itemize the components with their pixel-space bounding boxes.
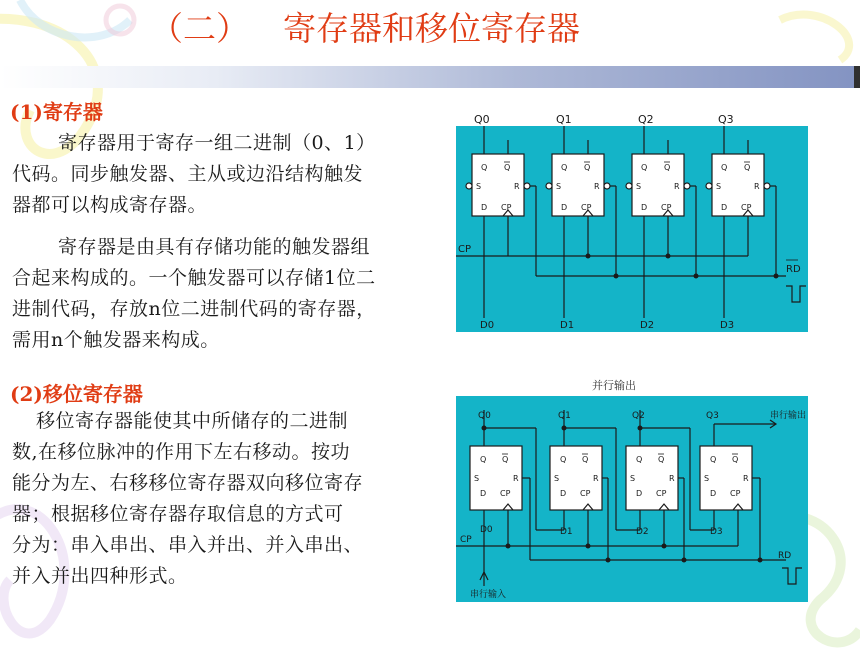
s1p1-line3: 器都可以构成寄存器。 [12,194,208,216]
d2-label: D2 [640,320,655,331]
sff2-s-label: S [554,474,560,483]
s2-line2: 数,在移位脉冲的作用下左右移动。按功 [12,441,351,463]
sff3-d-label: D [636,489,643,498]
s1p2-line1: 寄存器是由具有存储功能的触发器组 [58,236,371,258]
page-title [150,4,710,54]
sq3-label: Q3 [706,411,719,421]
ff2-d-label: D [561,203,568,212]
ff1-q-label: Q [481,163,488,172]
sff2-d-label: D [560,489,567,498]
serial-input-label: 串行输入 [470,590,507,600]
sd2-label: D2 [636,527,649,537]
ff2-s-label: S [556,182,562,191]
s1p2-line3: 进制代码，存放n位二进制代码的寄存器， [12,298,376,320]
s2-line4: 器；根据移位寄存器存取信息的方式可 [12,503,344,525]
shift-register-diagram-panel [456,396,808,602]
sff2-qbar-label: Q [582,455,589,464]
serial-output-label: 串行输出 [770,411,807,421]
s1p2-line2: 合起来构成的。一个触发器可以存储1位二 [12,267,376,289]
ff2-qbar-label: Q [584,163,591,172]
sd3-label: D3 [710,527,723,537]
ff4-d-label: D [721,203,728,212]
s2-line6: 并入并出四种形式。 [12,565,188,587]
sff4-s-label: S [704,474,710,483]
section1-paragraph1 [12,128,452,221]
ff3-r-label: R [674,182,680,191]
sff3-q-label: Q [636,455,643,464]
ff1-d-label: D [481,203,488,212]
q2-label: Q2 [638,113,654,126]
ff3-d-label: D [641,203,648,212]
sd0-label: D0 [480,525,493,535]
ff2-r-label: R [594,182,600,191]
parallel-output-caption: 并行输出 [592,379,636,392]
ff1-s-label: S [476,182,482,191]
sff2-q-label: Q [560,455,567,464]
sff1-qbar-label: Q [502,455,509,464]
register-diagram-panel [456,126,808,332]
rd-label: RD [786,264,801,275]
sq1-label: Q1 [558,411,571,421]
title-text: 寄存器和移位寄存器 [283,9,580,48]
sff3-s-label: S [630,474,636,483]
d1-label: D1 [560,320,575,331]
title-number: （二） [150,9,249,48]
q3-label: Q3 [718,113,734,126]
sff4-qbar-label: Q [732,455,739,464]
ff4-cp-label: CP [741,203,752,212]
register-circuit [456,126,808,332]
sff1-d-label: D [480,489,487,498]
d3-label: D3 [720,320,735,331]
ff3-s-label: S [636,182,642,191]
sff1-cp-label: CP [500,489,511,498]
ff1-r-label: R [514,182,520,191]
s1p1-line2: 代码。同步触发器、主从或边沿结构触发 [12,163,364,185]
ff2-cp-label: CP [581,203,592,212]
ff4-r-label: R [754,182,760,191]
s2-line5: 分为：串入串出、串入并出、并入串出、 [12,534,364,556]
sff1-s-label: S [474,474,480,483]
register-output-labels [456,110,808,126]
sq0-label: Q0 [478,411,491,421]
ff2-q-label: Q [561,163,568,172]
cp-label: CP [458,244,472,255]
sff4-d-label: D [710,489,717,498]
q0-label: Q0 [474,113,490,126]
s2-line1: 移位寄存器能使其中所储存的二进制 [36,410,349,432]
s1p1-line1: 寄存器用于寄存一组二进制（0、1） [58,132,376,154]
section2-heading: (2)移位寄存器 [10,382,143,406]
ff4-qbar-label: Q [744,163,751,172]
title-underline-bar [0,66,860,88]
sff4-r-label: R [743,474,749,483]
title-bar-edge [854,66,860,88]
d0-label: D0 [480,320,495,331]
sff3-cp-label: CP [656,489,667,498]
q1-label: Q1 [556,113,572,126]
sd1-label: D1 [560,527,573,537]
sq2-label: Q2 [632,411,645,421]
sff4-q-label: Q [710,455,717,464]
shift-register-circuit [456,396,808,602]
sff1-q-label: Q [480,455,487,464]
section1-heading: (1)寄存器 [10,100,103,124]
sff2-cp-label: CP [580,489,591,498]
ff3-qbar-label: Q [664,163,671,172]
sff1-r-label: R [513,474,519,483]
ff3-cp-label: CP [661,203,672,212]
ff3-q-label: Q [641,163,648,172]
s1p2-line4: 需用n个触发器来构成。 [12,329,220,351]
ff4-s-label: S [716,182,722,191]
ff4-q-label: Q [721,163,728,172]
ff1-cp-label: CP [501,203,512,212]
section1-paragraph2 [12,232,452,356]
sff3-qbar-label: Q [658,455,665,464]
sff2-r-label: R [593,474,599,483]
sff4-cp-label: CP [730,489,741,498]
section2-paragraph [12,406,452,592]
sff3-r-label: R [669,474,675,483]
scp-label: CP [460,535,472,545]
srd-label: RD [778,551,792,561]
s2-line3: 能分为左、右移移位寄存器双向移位寄存 [12,472,364,494]
ff1-qbar-label: Q [504,163,511,172]
